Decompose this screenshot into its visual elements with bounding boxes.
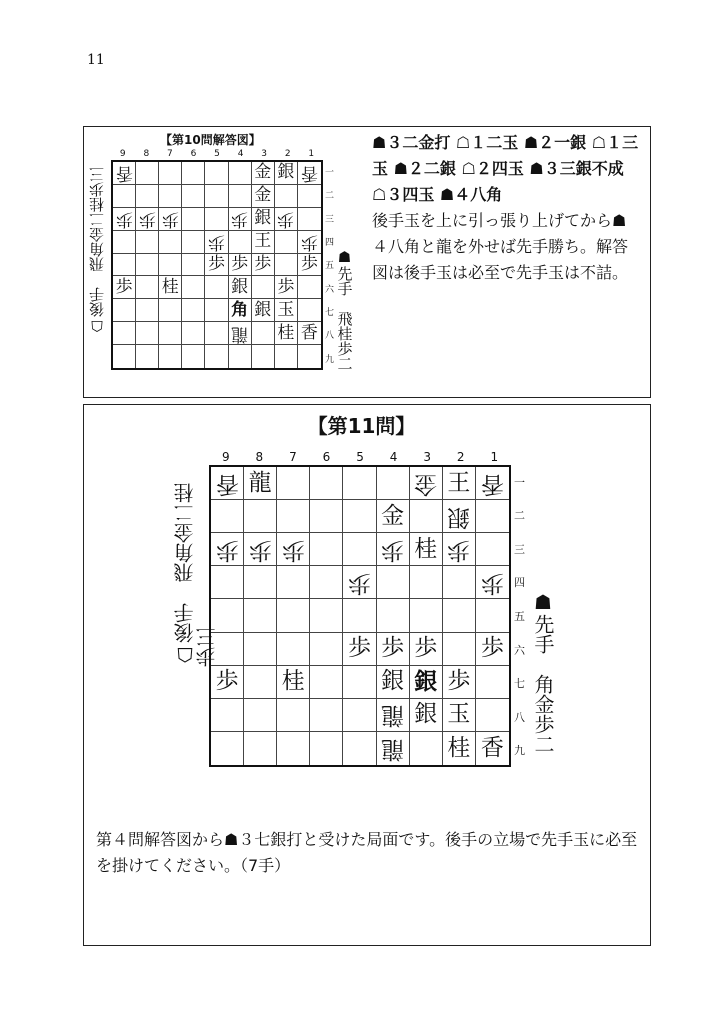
board-square <box>343 467 376 500</box>
gote-piece: 歩 <box>138 209 156 230</box>
board-square <box>229 208 252 231</box>
board-square <box>443 533 476 566</box>
sente-piece: 歩 <box>347 635 371 662</box>
board-square <box>410 633 443 666</box>
col-label: 3 <box>423 450 431 464</box>
board-square <box>182 276 205 299</box>
board-square <box>182 208 205 231</box>
sente-piece: 銀 <box>277 162 295 183</box>
board-square <box>182 162 205 185</box>
board-square <box>229 185 252 208</box>
board-square <box>343 699 376 732</box>
row-label: 六 <box>514 643 525 657</box>
board-square <box>298 208 321 231</box>
board-square <box>298 322 321 345</box>
solution-moves: ☗３二金打 ☖１二玉 ☗２一銀 ☖１三玉 ☗２二銀 ☖２四玉 ☗３三銀不成 ☖３四玉 ☗４八角 <box>372 133 639 204</box>
row-label: 一 <box>325 168 335 179</box>
board-square <box>229 276 252 299</box>
board-square <box>159 322 182 345</box>
board-square <box>229 299 252 322</box>
sente-piece: 歩 <box>115 276 133 297</box>
board-square <box>298 254 321 277</box>
board-square <box>275 299 298 322</box>
board-square <box>310 500 343 533</box>
board-square <box>298 345 321 368</box>
col-label: 9 <box>119 149 126 159</box>
sente-piece: 金 <box>381 502 405 529</box>
gote-piece: 龍 <box>231 323 249 344</box>
board-square <box>113 276 136 299</box>
col-label: 9 <box>221 450 230 464</box>
problem10-gote-label: 後手 <box>88 287 106 317</box>
board-square <box>377 533 410 566</box>
board-square <box>343 666 376 699</box>
sente-piece: 玉 <box>447 701 471 728</box>
problem10-gote-info <box>89 165 106 335</box>
board-square <box>410 533 443 566</box>
problem11-board <box>209 465 511 767</box>
board-square <box>159 254 182 277</box>
board-square <box>244 599 277 632</box>
problem11-sente-label: 先手 <box>531 614 555 654</box>
board-square <box>298 185 321 208</box>
sente-piece: 桂 <box>161 276 179 297</box>
row-label: 九 <box>325 354 335 365</box>
board-square <box>244 467 277 500</box>
problem11-sente-info <box>532 590 554 800</box>
col-label: 2 <box>284 149 291 159</box>
board-square <box>229 254 252 277</box>
board-square <box>159 162 182 185</box>
board-square <box>277 599 310 632</box>
board-square <box>136 345 159 368</box>
board-square <box>476 533 509 566</box>
board-square <box>136 322 159 345</box>
gote-piece: 歩 <box>161 209 179 230</box>
row-label: 四 <box>514 576 525 590</box>
problem10-board <box>111 160 323 370</box>
sente-piece: 銀 <box>254 208 272 229</box>
col-label: 6 <box>322 450 331 464</box>
board-square <box>377 500 410 533</box>
sente-piece: 歩 <box>231 253 249 274</box>
col-label: 5 <box>214 149 220 159</box>
board-square <box>136 162 159 185</box>
board-square <box>182 185 205 208</box>
sente-piece: 桂 <box>447 734 471 761</box>
sente-piece: 金 <box>254 185 272 206</box>
board-square <box>377 633 410 666</box>
sente-piece: 王 <box>447 469 471 496</box>
board-square <box>310 467 343 500</box>
sente-piece: 銀 <box>381 668 405 695</box>
board-square <box>275 254 298 277</box>
row-label: 二 <box>514 509 525 523</box>
board-square <box>410 666 443 699</box>
board-square <box>252 299 275 322</box>
gote-piece: 金 <box>414 470 438 497</box>
sente-piece: 歩 <box>277 276 295 297</box>
gote-piece: 歩 <box>281 536 305 563</box>
col-label: 4 <box>389 450 398 464</box>
board-square <box>244 633 277 666</box>
board-square <box>277 566 310 599</box>
board-square <box>275 322 298 345</box>
board-square <box>244 699 277 732</box>
board-square <box>410 500 443 533</box>
gote-piece: 歩 <box>300 232 318 253</box>
board-square <box>205 185 228 208</box>
board-square <box>277 500 310 533</box>
board-square <box>443 699 476 732</box>
sente-piece: 角 <box>231 299 249 320</box>
sente-piece: 歩 <box>414 635 438 662</box>
sente-piece: 歩 <box>207 253 225 274</box>
problem10-sente-info <box>336 248 353 378</box>
board-square <box>277 666 310 699</box>
board-square <box>476 633 509 666</box>
col-label: 2 <box>456 450 465 464</box>
board-square <box>159 185 182 208</box>
problem11-gote-hand: 飛角金二桂歩三 <box>173 483 219 667</box>
gote-piece: 歩 <box>231 209 249 230</box>
board-square <box>136 254 159 277</box>
sente-piece: 歩 <box>254 253 272 274</box>
board-square <box>343 732 376 765</box>
board-square <box>182 322 205 345</box>
sente-piece: 香 <box>300 322 318 343</box>
row-label: 七 <box>514 677 525 691</box>
row-label: 九 <box>514 744 525 758</box>
sente-piece: 桂 <box>277 322 295 343</box>
board-square <box>211 699 244 732</box>
board-square <box>275 276 298 299</box>
board-square <box>343 566 376 599</box>
board-square <box>275 162 298 185</box>
row-label: 七 <box>325 308 335 319</box>
board-square <box>277 633 310 666</box>
board-square <box>443 467 476 500</box>
board-square <box>410 732 443 765</box>
problem10-sente-label: 先手 <box>335 266 354 296</box>
board-square <box>343 500 376 533</box>
sente-piece: 桂 <box>414 535 438 562</box>
board-square <box>205 231 228 254</box>
gote-piece: 歩 <box>207 232 225 253</box>
board-square <box>410 699 443 732</box>
board-square <box>277 699 310 732</box>
board-square <box>298 231 321 254</box>
row-label: 三 <box>514 542 525 556</box>
board-square <box>205 162 228 185</box>
board-square <box>252 208 275 231</box>
col-label: 7 <box>289 450 297 464</box>
board-square <box>244 566 277 599</box>
board-square <box>113 208 136 231</box>
board-square <box>310 599 343 632</box>
board-square <box>252 322 275 345</box>
problem10-solution <box>372 130 642 286</box>
board-square <box>244 732 277 765</box>
gote-piece: 香 <box>480 470 504 497</box>
board-square <box>377 566 410 599</box>
board-square <box>252 231 275 254</box>
problem11-row-labels <box>514 465 525 767</box>
sente-piece: 王 <box>254 231 272 252</box>
gote-piece: 龍 <box>381 702 405 729</box>
sente-piece: 歩 <box>215 668 239 695</box>
gote-piece: 香 <box>115 163 133 184</box>
problem10-row-labels <box>325 160 334 370</box>
board-square <box>205 208 228 231</box>
board-square <box>410 599 443 632</box>
board-square <box>476 666 509 699</box>
board-square <box>275 345 298 368</box>
solution-comment: 後手玉を上に引っ張り上げてから☗４八角と龍を外せば先手勝ち。解答図は後手玉は必至で先手玉は不詰。 <box>372 211 629 282</box>
problem11-sente-hand: 角金歩二 <box>531 674 555 754</box>
board-square <box>205 322 228 345</box>
board-square <box>377 467 410 500</box>
board-square <box>229 162 252 185</box>
board-square <box>113 162 136 185</box>
sente-piece: 桂 <box>281 668 305 695</box>
gote-piece: 歩 <box>248 536 272 563</box>
board-square <box>252 276 275 299</box>
problem11-gote-info <box>174 467 218 667</box>
problem10-sente-hand: 飛桂歩二 <box>335 311 354 371</box>
problem11-sente-icon: ☗ <box>531 590 555 614</box>
board-square <box>244 666 277 699</box>
board-square <box>277 467 310 500</box>
board-square <box>476 599 509 632</box>
problem10-gote-icon: ☖ <box>88 317 106 335</box>
board-square <box>136 208 159 231</box>
col-label: 1 <box>490 450 499 464</box>
sente-piece: 歩 <box>480 635 504 662</box>
board-square <box>310 699 343 732</box>
board-square <box>298 162 321 185</box>
gote-piece: 香 <box>215 470 239 497</box>
board-square <box>443 599 476 632</box>
board-square <box>377 599 410 632</box>
board-square <box>476 732 509 765</box>
board-square <box>252 345 275 368</box>
board-square <box>443 633 476 666</box>
gote-piece: 銀 <box>447 503 471 530</box>
board-square <box>113 231 136 254</box>
gote-piece: 香 <box>300 163 318 184</box>
board-square <box>205 299 228 322</box>
board-square <box>343 599 376 632</box>
problem11-col-labels <box>209 450 511 464</box>
board-square <box>113 185 136 208</box>
board-square <box>476 467 509 500</box>
board-square <box>476 699 509 732</box>
board-square <box>343 533 376 566</box>
board-square <box>377 699 410 732</box>
board-square <box>159 231 182 254</box>
board-square <box>182 254 205 277</box>
board-square <box>113 299 136 322</box>
gote-piece: 歩 <box>447 536 471 563</box>
row-label: 四 <box>325 238 335 249</box>
sente-piece: 玉 <box>277 299 295 320</box>
sente-piece: 歩 <box>447 668 471 695</box>
board-square <box>229 231 252 254</box>
row-label: 八 <box>514 710 525 724</box>
board-square <box>159 276 182 299</box>
board-square <box>113 345 136 368</box>
row-label: 二 <box>325 191 335 202</box>
board-square <box>377 732 410 765</box>
board-square <box>310 732 343 765</box>
board-square <box>298 299 321 322</box>
board-square <box>275 208 298 231</box>
row-label: 八 <box>325 331 335 342</box>
board-square <box>229 322 252 345</box>
col-label: 6 <box>190 149 197 159</box>
sente-piece: 歩 <box>300 253 318 274</box>
board-square <box>182 345 205 368</box>
board-square <box>136 231 159 254</box>
row-label: 五 <box>514 610 525 624</box>
board-square <box>275 185 298 208</box>
gote-piece: 歩 <box>215 536 239 563</box>
sente-piece: 歩 <box>381 635 405 662</box>
row-label: 三 <box>325 214 335 225</box>
board-square <box>113 322 136 345</box>
col-label: 7 <box>167 149 173 159</box>
board-square <box>182 231 205 254</box>
gote-piece: 歩 <box>277 209 295 230</box>
board-square <box>443 500 476 533</box>
board-square <box>136 276 159 299</box>
col-label: 4 <box>237 149 244 159</box>
board-square <box>298 276 321 299</box>
board-square <box>410 467 443 500</box>
board-square <box>310 566 343 599</box>
problem10-gote-hand: 飛角金二桂歩三 <box>88 167 106 272</box>
board-square <box>443 566 476 599</box>
sente-piece: 香 <box>480 734 504 761</box>
board-square <box>229 345 252 368</box>
board-square <box>310 633 343 666</box>
board-square <box>343 633 376 666</box>
problem10-col-labels <box>111 149 323 159</box>
problem11-gote-icon: ☖ <box>173 643 197 667</box>
board-square <box>159 299 182 322</box>
board-square <box>244 533 277 566</box>
gote-piece: 歩 <box>115 209 133 230</box>
board-square <box>310 666 343 699</box>
board-square <box>252 185 275 208</box>
page-number: 11 <box>87 52 105 68</box>
board-square <box>275 231 298 254</box>
board-square <box>136 299 159 322</box>
sente-piece: 銀 <box>414 668 438 696</box>
board-square <box>443 666 476 699</box>
problem10-sente-icon: ☗ <box>335 248 354 266</box>
board-square <box>410 566 443 599</box>
gote-piece: 龍 <box>381 735 405 762</box>
gote-piece: 歩 <box>381 536 405 563</box>
col-label: 8 <box>143 149 150 159</box>
col-label: 3 <box>261 149 268 159</box>
sente-piece: 銀 <box>414 701 438 728</box>
sente-piece: 金 <box>254 162 272 183</box>
row-label: 六 <box>325 284 335 295</box>
board-square <box>244 500 277 533</box>
problem10-title: 【第10問解答図】 <box>160 133 261 147</box>
col-label: 1 <box>308 149 315 159</box>
problem11-question: 第４問解答図から☗３七銀打と受けた局面です。後手の立場で先手玉に必至を掛けてください。（7手） <box>96 830 638 875</box>
board-square <box>277 533 310 566</box>
sente-piece: 銀 <box>231 276 249 297</box>
board-square <box>182 299 205 322</box>
board-square <box>205 254 228 277</box>
board-square <box>113 254 136 277</box>
board-square <box>277 732 310 765</box>
board-square <box>205 345 228 368</box>
board-square <box>205 276 228 299</box>
gote-piece: 歩 <box>347 569 371 596</box>
board-square <box>252 254 275 277</box>
sente-piece: 龍 <box>248 469 272 496</box>
problem11-title: 【第11問】 <box>307 414 416 438</box>
board-square <box>252 162 275 185</box>
board-square <box>476 500 509 533</box>
board-square <box>377 666 410 699</box>
sente-piece: 銀 <box>254 299 272 320</box>
row-label: 五 <box>325 261 335 272</box>
board-square <box>159 345 182 368</box>
board-square <box>136 185 159 208</box>
board-square <box>211 732 244 765</box>
board-square <box>310 533 343 566</box>
problem11-gote-label: 後手 <box>173 603 197 643</box>
board-square <box>443 732 476 765</box>
row-label: 一 <box>514 475 525 489</box>
col-label: 5 <box>356 450 364 464</box>
board-square <box>211 666 244 699</box>
board-square <box>476 566 509 599</box>
col-label: 8 <box>255 450 264 464</box>
board-square <box>159 208 182 231</box>
gote-piece: 歩 <box>480 569 504 596</box>
